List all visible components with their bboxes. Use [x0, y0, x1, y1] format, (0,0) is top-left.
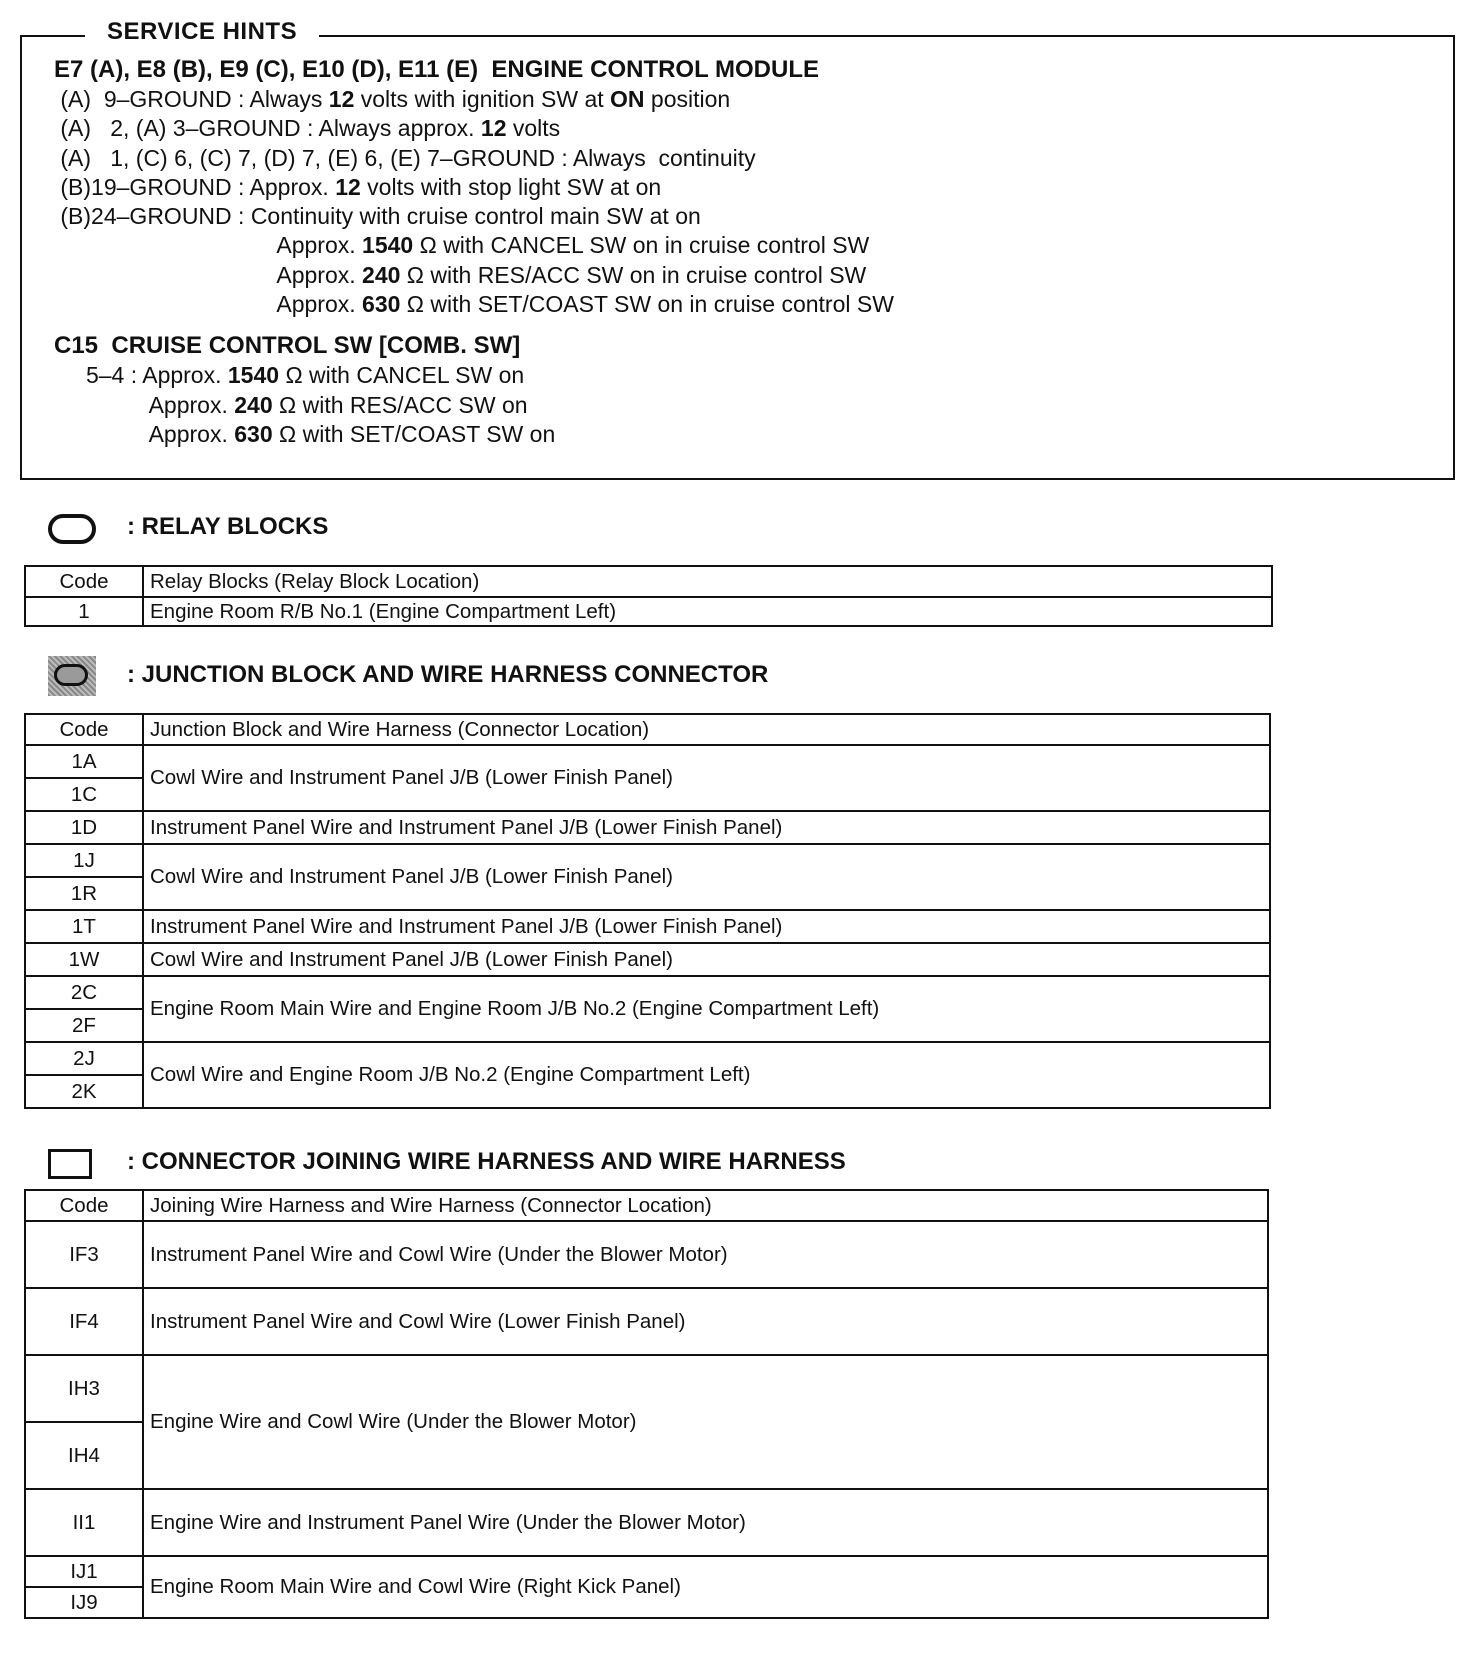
ecm-hint-line: Approx. 1540 Ω with CANCEL SW on in cruise control SW	[54, 232, 870, 259]
table-row	[25, 1355, 1268, 1422]
code-cell: IJ1	[25, 1556, 143, 1587]
location-description-cell: Instrument Panel Wire and Cowl Wire (Under the Blower Motor)	[143, 1221, 1268, 1288]
code-cell: 1D	[25, 811, 143, 844]
code-cell: 2C	[25, 976, 143, 1009]
ecm-hint-line: (A) 2, (A) 3–GROUND : Always approx. 12 volts	[54, 115, 561, 142]
junction-block-icon	[48, 656, 96, 696]
connector-icon	[48, 1149, 92, 1179]
header-description: Relay Blocks (Relay Block Location)	[143, 566, 1272, 597]
table-row	[25, 597, 1272, 626]
table-row	[25, 1288, 1268, 1355]
code-cell: 1W	[25, 943, 143, 976]
code-cell: 1J	[25, 844, 143, 877]
table-row	[25, 1556, 1268, 1587]
location-description-cell: Cowl Wire and Instrument Panel J/B (Lower Finish Panel)	[143, 745, 1270, 811]
table-row	[25, 1221, 1268, 1288]
connector-header	[0, 1143, 1472, 1183]
table-row	[25, 1042, 1270, 1075]
code-cell: 2J	[25, 1042, 143, 1075]
table-row	[25, 943, 1270, 976]
relay-block-icon	[48, 514, 96, 544]
location-description-cell: Cowl Wire and Instrument Panel J/B (Lower Finish Panel)	[143, 844, 1270, 910]
ecm-hint-line: (B)24–GROUND : Continuity with cruise control main SW at on	[54, 203, 701, 230]
code-cell: IH4	[25, 1422, 143, 1489]
code-cell: 2K	[25, 1075, 143, 1108]
code-cell: 1T	[25, 910, 143, 943]
service-hints-content	[54, 55, 1433, 449]
ecm-hint-line: (B)19–GROUND : Approx. 12 volts with stop light SW at on	[54, 173, 662, 200]
junction-block-table	[24, 713, 1271, 1109]
header-description: Junction Block and Wire Harness (Connector Location)	[143, 714, 1270, 745]
relay-blocks-table	[24, 565, 1273, 627]
code-cell: IF4	[25, 1288, 143, 1355]
code-cell: 1R	[25, 877, 143, 910]
code-cell: 2F	[25, 1009, 143, 1042]
ecm-hint-line: (A) 9–GROUND : Always 12 volts with ignition SW at ON position	[54, 86, 731, 112]
ecm-hint-line: Approx. 240 Ω with RES/ACC SW on in cruise control SW	[54, 261, 867, 288]
header-description: Joining Wire Harness and Wire Harness (Connector Location)	[143, 1190, 1268, 1221]
location-description-cell: Instrument Panel Wire and Instrument Panel J/B (Lower Finish Panel)	[143, 811, 1270, 844]
header-code: Code	[25, 714, 143, 745]
table-row	[25, 1489, 1268, 1556]
code-cell: 1C	[25, 778, 143, 811]
ecm-hint-lines	[54, 85, 1433, 319]
code-cell: IF3	[25, 1221, 143, 1288]
location-description-cell: Engine Wire and Cowl Wire (Under the Blower Motor)	[143, 1355, 1268, 1489]
cruise-switch-hint-lines	[54, 361, 1433, 449]
code-cell: IH3	[25, 1355, 143, 1422]
connector-table	[24, 1189, 1269, 1619]
cruise-switch-title: C15 CRUISE CONTROL SW [COMB. SW]	[54, 332, 521, 360]
service-hints-box	[20, 35, 1455, 480]
relay-blocks-header	[0, 508, 1472, 548]
location-description-cell: Engine Room Main Wire and Engine Room J/B No.2 (Engine Compartment Left)	[143, 976, 1270, 1042]
cruise-hint-line: Approx. 240 Ω with RES/ACC SW on	[54, 391, 528, 418]
junction-block-header	[0, 656, 1472, 696]
connector-title: : CONNECTOR JOINING WIRE HARNESS AND WIRE HARNESS	[127, 1148, 846, 1175]
location-description-cell: Cowl Wire and Engine Room J/B No.2 (Engine Compartment Left)	[143, 1042, 1270, 1108]
location-description-cell: Instrument Panel Wire and Cowl Wire (Lower Finish Panel)	[143, 1288, 1268, 1355]
ecm-title: E7 (A), E8 (B), E9 (C), E10 (D), E11 (E) ENGINE CONTROL MODULE	[54, 56, 819, 83]
ecm-hint-line: Approx. 630 Ω with SET/COAST SW on in cruise control SW	[54, 291, 894, 318]
location-description-cell: Engine Room R/B No.1 (Engine Compartment Left)	[143, 597, 1272, 626]
ecm-hint-line: (A) 1, (C) 6, (C) 7, (D) 7, (E) 6, (E) 7–GROUND : Always continuity	[54, 144, 756, 171]
code-cell: 1A	[25, 745, 143, 778]
service-hints-heading: SERVICE HINTS	[85, 18, 319, 46]
location-description-cell: Engine Wire and Instrument Panel Wire (Under the Blower Motor)	[143, 1489, 1268, 1556]
location-description-cell: Cowl Wire and Instrument Panel J/B (Lower Finish Panel)	[143, 943, 1270, 976]
cruise-hint-line: Approx. 630 Ω with SET/COAST SW on	[54, 420, 556, 447]
cruise-hint-line: 5–4 : Approx. 1540 Ω with CANCEL SW on	[54, 362, 525, 389]
table-row	[25, 745, 1270, 778]
code-cell: II1	[25, 1489, 143, 1556]
table-row	[25, 844, 1270, 877]
junction-block-title: : JUNCTION BLOCK AND WIRE HARNESS CONNECTOR	[127, 661, 769, 688]
code-cell: 1	[25, 597, 143, 626]
code-cell: IJ9	[25, 1587, 143, 1618]
table-row	[25, 910, 1270, 943]
table-row	[25, 811, 1270, 844]
table-row	[25, 976, 1270, 1009]
relay-blocks-title: : RELAY BLOCKS	[127, 513, 329, 540]
location-description-cell: Engine Room Main Wire and Cowl Wire (Right Kick Panel)	[143, 1556, 1268, 1618]
header-code: Code	[25, 566, 143, 597]
header-code: Code	[25, 1190, 143, 1221]
location-description-cell: Instrument Panel Wire and Instrument Panel J/B (Lower Finish Panel)	[143, 910, 1270, 943]
